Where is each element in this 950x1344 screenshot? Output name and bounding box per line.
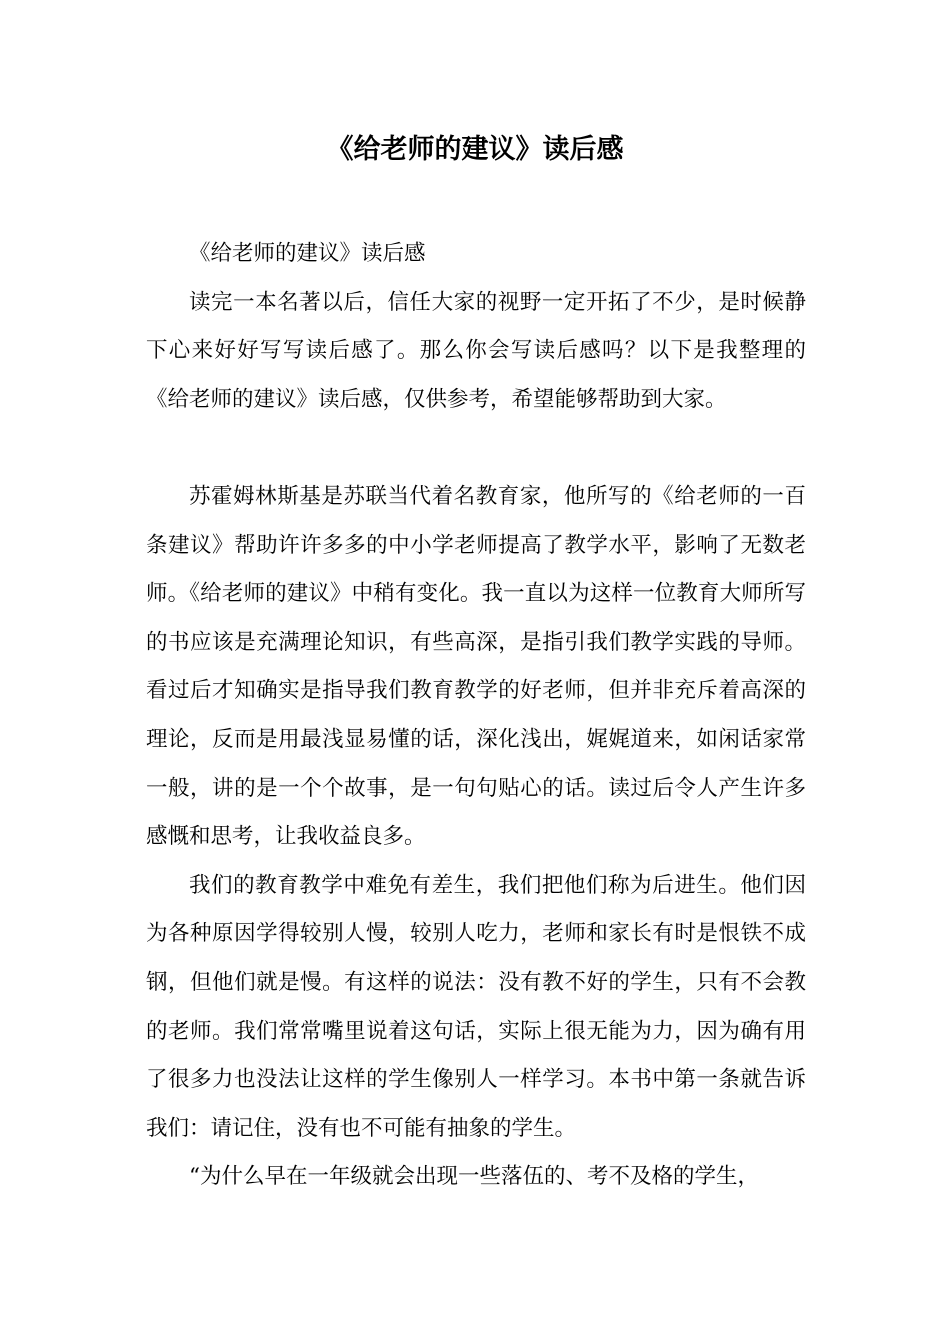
document-title: 《给老师的建议》读后感 xyxy=(326,134,624,165)
paragraph-subtitle: 《给老师的建议》读后感 xyxy=(189,241,426,266)
paragraph-spacer xyxy=(146,424,806,473)
paragraph-intro: 读完一本名著以后，信任大家的视野一定开拓了不少，是时候静下心来好好写写读后感了。那么你会写读后感吗？以下是我整理的《给老师的建议》读后感，仅供参考，希望能够帮助到大家。 xyxy=(146,289,806,412)
paragraph-author-intro: 苏霍姆林斯基是苏联当代着名教育家，他所写的《给老师的一百条建议》帮助许许多多的中小学老师提高了教学水平，影响了无数老师。《给老师的建议》中稍有变化。我一直以为这样一位教育大师所写的书应该是充满理论知识，有些高深，是指引我们教学实践的导师。看过后才知确实是指导我们教育教学的好老师，但并非充斥着高深的理论，反而是用最浅显易懂的话，深化浅出，娓娓道来，如闲话家常一般，讲的是一个个故事，是一句句贴心的话。读过后令人产生许多感慨和思考，让我收益良多。 xyxy=(146,483,806,850)
paragraph-slow-students: 我们的教育教学中难免有差生，我们把他们称为后进生。他们因为各种原因学得较别人慢，较别人吃力，老师和家长有时是恨铁不成钢，但他们就是慢。有这样的说法：没有教不好的学生，只有不会教的老师。我们常常嘴里说着这句话，实际上很无能为力，因为确有用了很多力也没法让这样的学生像别人一样学习。本书中第一条就告诉我们：请记住，没有也不可能有抽象的学生。 xyxy=(146,872,806,1141)
paragraph-quote: “为什么早在一年级就会出现一些落伍的、考不及格的学生， xyxy=(189,1164,759,1190)
document-body xyxy=(146,230,806,1202)
